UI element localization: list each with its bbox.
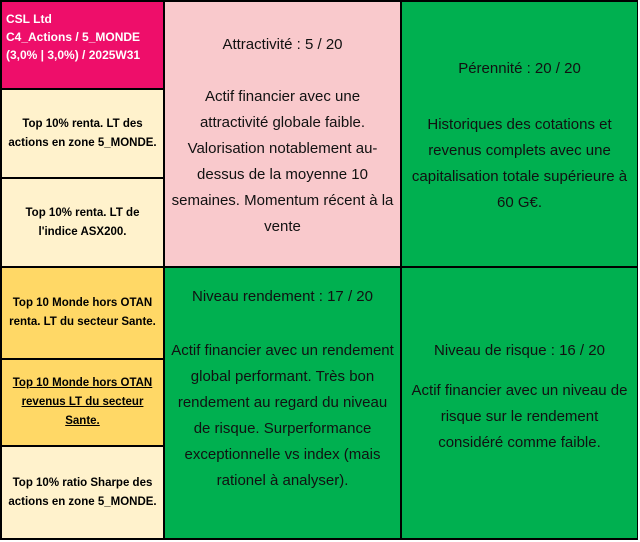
sidebar-item-label: Top 10% renta. LT de l'indice ASX200.: [25, 206, 140, 238]
rendement-text: Actif financier avec un rendement global performant. Très bon rendement au regard du niveau de risque. Surperformance exceptionnelle vs index (mais rationel à analyser).: [171, 342, 394, 489]
asset-period: (3,0% | 3,0%) / 2025W31: [6, 48, 141, 62]
sidebar-item-label: Top 10 Monde hors OTAN renta. LT du secteur Sante.: [9, 297, 156, 328]
asset-name: CSL Ltd: [6, 12, 52, 26]
risque-title: Niveau de risque : 16 / 20: [434, 342, 605, 359]
perennite-title: Pérennité : 20 / 20: [458, 60, 581, 77]
attractivite-title: Attractivité : 5 / 20: [222, 36, 343, 53]
asset-header: [1, 1, 164, 89]
perennite-text: Historiques des cotations et revenus complets avec une capitalisation totale supérieure à 60 G€.: [411, 116, 628, 211]
rendement-title: Niveau rendement : 17 / 20: [192, 288, 373, 305]
sidebar-item-label: Top 10% renta. LT des actions en zone 5_MONDE.: [8, 117, 157, 149]
sidebar-item-label: Top 10% ratio Sharpe des actions en zone 5_MONDE.: [8, 476, 157, 508]
sidebar-item-label: Top 10 Monde hors OTAN revenus LT du secteur Sante.: [12, 377, 153, 427]
sidebar-item-sharpe: [1, 446, 164, 539]
rendement-panel: [164, 267, 401, 539]
sidebar-item-sante-renta: [1, 267, 164, 359]
sidebar-item-sante-revenus: [1, 359, 164, 446]
asset-category: C4_Actions / 5_MONDE: [6, 30, 141, 44]
sidebar-item-zone-monde: [1, 89, 164, 178]
attractivite-text: Actif financier avec une attractivité globale faible. Valorisation notablement au-dessus de la moyenne 10 semaines. Momentum récent à la vente: [171, 88, 394, 235]
attractivite-panel: [164, 1, 401, 267]
sidebar-item-asx200: [1, 178, 164, 267]
risque-text: Actif financier avec un niveau de risque sur le rendement considéré comme faible.: [411, 382, 628, 451]
risque-panel: [401, 267, 638, 539]
perennite-panel: [401, 1, 638, 267]
